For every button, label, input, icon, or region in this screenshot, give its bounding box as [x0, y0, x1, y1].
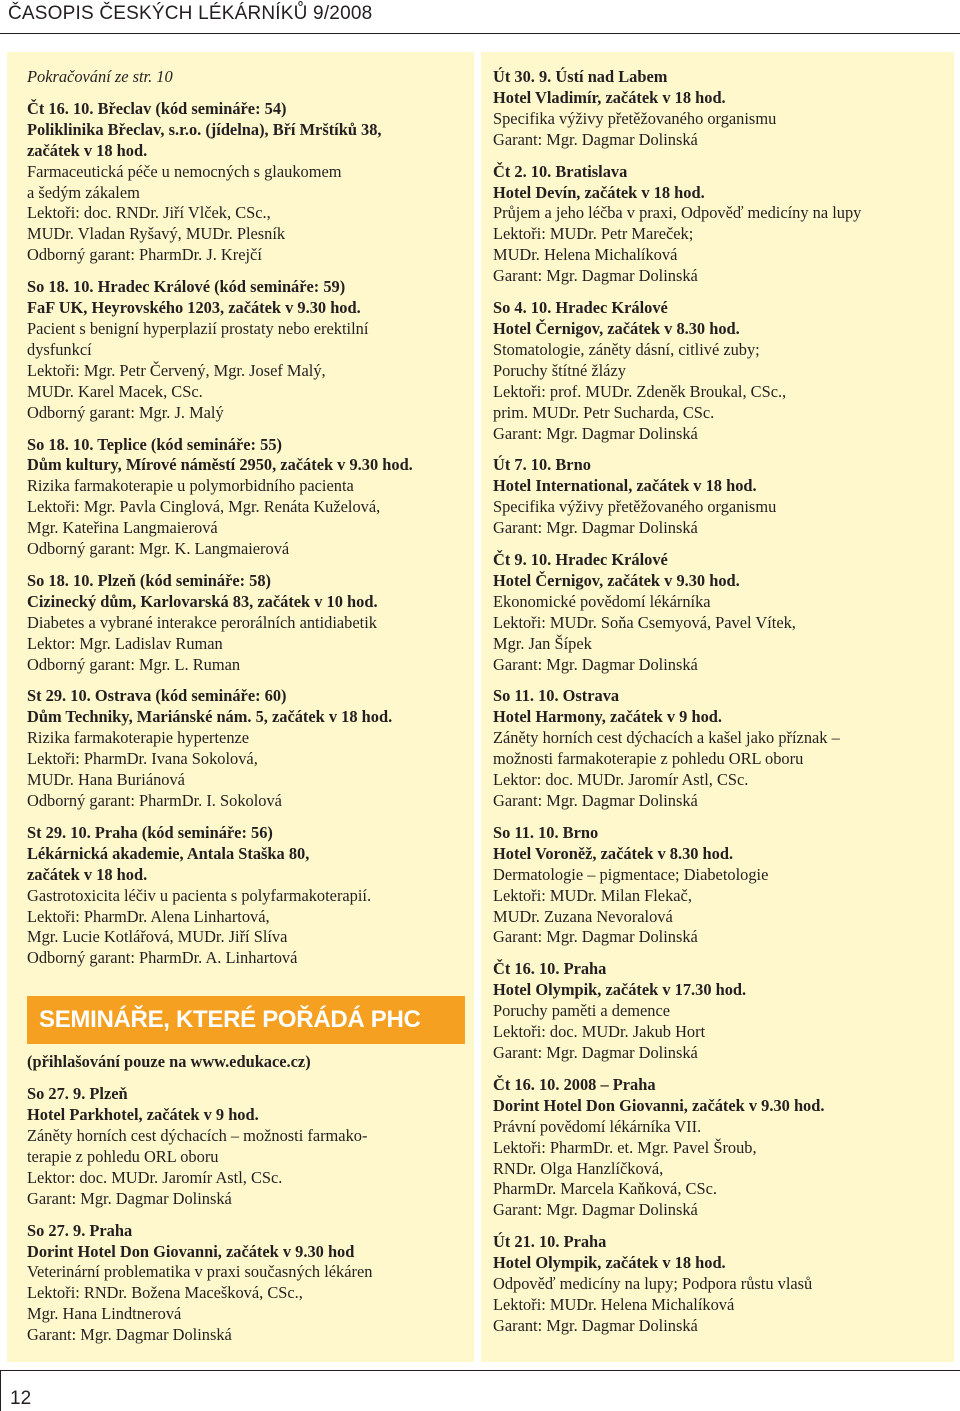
seminar-detail-line: Průjem a jeho léčba v praxi, Odpověď medicíny na lupy — [493, 203, 862, 223]
seminar-detail-line: Záněty horních cest dýchacích a kašel jako příznak – — [493, 728, 840, 748]
seminar-detail-line: Specifika výživy přetěžovaného organismu — [493, 497, 777, 517]
seminar-detail-line: Lektoři: doc. RNDr. Jiří Vlček, CSc., — [27, 203, 271, 223]
page-header — [0, 0, 960, 48]
seminar-detail-line: Garant: Mgr. Dagmar Dolinská — [493, 927, 698, 947]
seminar-detail-line: Poruchy paměti a demence — [493, 1001, 671, 1021]
seminar-entry — [493, 959, 953, 1064]
seminar-detail-line: Garant: Mgr. Dagmar Dolinská — [493, 266, 698, 286]
seminar-venue: Hotel Černigov, začátek v 8.30 hod. — [493, 318, 740, 338]
seminar-entry — [27, 571, 472, 676]
seminar-entry — [27, 435, 472, 560]
seminar-venue: FaF UK, Heyrovského 1203, začátek v 9.30 hod. — [27, 298, 361, 318]
seminar-date-city: So 18. 10. Teplice (kód semináře: 55) — [27, 434, 282, 454]
seminar-date-city: Čt 16. 10. Břeclav (kód semináře: 54) — [27, 98, 287, 118]
phc-seminar-list — [27, 1084, 472, 1346]
seminar-detail-line: Poruchy štítné žlázy — [493, 360, 626, 380]
seminar-entry — [493, 455, 953, 539]
seminar-detail-line: Rizika farmakoterapie u polymorbidního pacienta — [27, 476, 354, 496]
seminar-entry — [493, 550, 953, 675]
right-column — [493, 67, 953, 1348]
seminar-detail-line: Veterinární problematika v praxi současných lékáren — [27, 1262, 373, 1282]
seminar-detail-line: Farmaceutická péče u nemocných s glaukomem — [27, 161, 342, 181]
seminar-detail-line: MUDr. Vladan Ryšavý, MUDr. Plesník — [27, 224, 286, 244]
seminar-venue: Cizinecký dům, Karlovarská 83, začátek v 10 hod. — [27, 591, 378, 611]
seminar-detail-line: a šedým zákalem — [27, 182, 140, 202]
seminar-entry — [27, 686, 472, 811]
seminar-entry — [493, 298, 953, 444]
seminar-date-city: So 18. 10. Plzeň (kód semináře: 58) — [27, 570, 272, 590]
seminar-venue: Hotel Olympik, začátek v 18 hod. — [493, 1253, 726, 1273]
seminar-venue: Hotel Voroněž, začátek v 8.30 hod. — [493, 843, 734, 863]
seminar-detail-line: Garant: Mgr. Dagmar Dolinská — [493, 1315, 698, 1335]
registration-note: (přihlašování pouze na www.edukace.cz) — [27, 1052, 311, 1072]
seminar-detail-line: Garant: Mgr. Dagmar Dolinská — [493, 654, 698, 674]
seminar-detail-line: MUDr. Karel Macek, CSc. — [27, 381, 203, 401]
phc-section-banner: SEMINÁŘE, KTERÉ POŘÁDÁ PHC — [27, 996, 465, 1044]
seminar-detail-line: Odborný garant: Mgr. K. Langmaierová — [27, 539, 290, 559]
seminar-detail-line: Garant: Mgr. Dagmar Dolinská — [493, 791, 698, 810]
seminar-detail-line: Stomatologie, záněty dásní, citlivé zuby; — [493, 339, 760, 359]
seminar-detail-line: Garant: Mgr. Dagmar Dolinská — [27, 1325, 232, 1345]
seminar-venue: začátek v 18 hod. — [27, 864, 148, 884]
left-seminar-list — [27, 99, 472, 969]
seminar-detail-line: Lektoři: MUDr. Helena Michalíková — [493, 1294, 735, 1314]
seminar-detail-line: dysfunkcí — [27, 339, 92, 359]
seminar-detail-line: Garant: Mgr. Dagmar Dolinská — [493, 1042, 698, 1062]
seminar-detail-line: Lektoři: RNDr. Božena Macešková, CSc., — [27, 1283, 303, 1303]
seminar-detail-line: Odborný garant: Mgr. J. Malý — [27, 402, 224, 422]
seminar-venue: Dorint Hotel Don Giovanni, začátek v 9.30 hod. — [493, 1095, 825, 1115]
seminar-detail-line: Odborný garant: Mgr. L. Ruman — [27, 654, 241, 674]
left-column — [27, 67, 472, 1357]
seminar-detail-line: MUDr. Zuzana Nevoralová — [493, 906, 673, 926]
seminar-detail-line: Garant: Mgr. Dagmar Dolinská — [493, 129, 698, 149]
seminar-venue: začátek v 18 hod. — [27, 140, 148, 160]
footer-rule-vertical — [0, 1370, 1, 1411]
seminar-detail-line: Záněty horních cest dýchacích – možnosti farmako- — [27, 1125, 368, 1145]
seminar-detail-line: Lektoři: MUDr. Petr Mareček; — [493, 224, 694, 244]
seminar-detail-line: Lektoři: MUDr. Soňa Csemyová, Pavel Vítek, — [493, 612, 796, 632]
seminar-detail-line: Diabetes a vybrané interakce perorálních antidiabetik — [27, 612, 377, 632]
seminar-detail-line: Lektoři: Mgr. Petr Červený, Mgr. Josef Malý, — [27, 360, 326, 380]
seminar-entry — [493, 162, 953, 287]
seminar-venue: Hotel Černigov, začátek v 9.30 hod. — [493, 570, 740, 590]
seminar-date-city: St 29. 10. Praha (kód semináře: 56) — [27, 822, 273, 842]
seminar-entry — [27, 277, 472, 423]
footer-rule — [0, 1370, 960, 1371]
seminar-venue: Hotel Harmony, začátek v 9 hod. — [493, 707, 722, 727]
page-number: 12 — [10, 1388, 32, 1409]
seminar-venue: Hotel Olympik, začátek v 17.30 hod. — [493, 980, 747, 1000]
seminar-detail-line: Lektoři: PharmDr. Ivana Sokolová, — [27, 749, 258, 769]
seminar-detail-line: Garant: Mgr. Dagmar Dolinská — [493, 518, 698, 538]
seminar-detail-line: Lektor: Mgr. Ladislav Ruman — [27, 633, 223, 653]
seminar-detail-line: Lektoři: PharmDr. et. Mgr. Pavel Šroub, — [493, 1137, 757, 1157]
seminar-venue: Dům kultury, Mírové náměstí 2950, začátek v 9.30 hod. — [27, 455, 413, 475]
seminar-venue: Hotel Parkhotel, začátek v 9 hod. — [27, 1105, 259, 1125]
seminar-detail-line: RNDr. Olga Hanzlíčková, — [493, 1158, 664, 1178]
seminar-date-city: So 11. 10. Ostrava — [493, 686, 620, 706]
seminar-detail-line: Odborný garant: PharmDr. A. Linhartová — [27, 948, 298, 968]
seminar-detail-line: Garant: Mgr. Dagmar Dolinská — [27, 1188, 232, 1208]
seminar-detail-line: Právní povědomí lékárníka VII. — [493, 1116, 702, 1136]
seminar-venue: Hotel International, začátek v 18 hod. — [493, 476, 757, 496]
header-rule — [0, 33, 960, 34]
seminar-venue: Hotel Devín, začátek v 18 hod. — [493, 182, 705, 202]
seminar-detail-line: Garant: Mgr. Dagmar Dolinská — [493, 1200, 698, 1220]
seminar-detail-line: Dermatologie – pigmentace; Diabetologie — [493, 864, 769, 884]
seminar-detail-line: možnosti farmakoterapie z pohledu ORL oboru — [493, 749, 804, 769]
seminar-detail-line: MUDr. Helena Michalíková — [493, 245, 678, 265]
journal-title: ČASOPIS ČESKÝCH LÉKÁRNÍKŮ 9/2008 — [8, 3, 373, 24]
seminar-date-city: Čt 16. 10. Praha — [493, 959, 607, 979]
seminar-detail-line: Lektoři: prof. MUDr. Zdeněk Broukal, CSc., — [493, 381, 787, 401]
seminar-detail-line: Mgr. Kateřina Langmaierová — [27, 518, 218, 538]
seminar-detail-line: Lektor: doc. MUDr. Jaromír Astl, CSc. — [27, 1167, 283, 1187]
right-seminar-list — [493, 67, 953, 1337]
seminar-date-city: So 4. 10. Hradec Králové — [493, 298, 668, 318]
seminar-detail-line: Lektoři: PharmDr. Alena Linhartová, — [27, 906, 270, 926]
seminar-detail-line: Ekonomické povědomí lékárníka — [493, 591, 711, 611]
seminar-date-city: Út 21. 10. Praha — [493, 1232, 607, 1252]
seminar-detail-line: Lektoři: Mgr. Pavla Cinglová, Mgr. Renáta Kuželová, — [27, 497, 381, 517]
seminar-detail-line: terapie z pohledu ORL oboru — [27, 1146, 219, 1166]
seminar-entry — [27, 1084, 472, 1209]
seminar-entry — [493, 686, 953, 811]
seminar-entry — [493, 823, 953, 948]
seminar-detail-line: Lektor: doc. MUDr. Jaromír Astl, CSc. — [493, 770, 749, 790]
seminar-date-city: So 27. 9. Praha — [27, 1220, 133, 1240]
seminar-date-city: Čt 16. 10. 2008 – Praha — [493, 1074, 656, 1094]
seminar-detail-line: Odpověď medicíny na lupy; Podpora růstu vlasů — [493, 1274, 813, 1294]
seminar-detail-line: Mgr. Hana Lindtnerová — [27, 1304, 182, 1324]
continuation-note: Pokračování ze str. 10 — [27, 67, 173, 86]
seminar-detail-line: Lektoři: MUDr. Milan Flekač, — [493, 885, 692, 905]
seminar-entry — [493, 1232, 953, 1337]
seminar-venue: Poliklinika Břeclav, s.r.o. (jídelna), Bří Mrštíků 38, — [27, 119, 382, 139]
seminar-venue: Hotel Vladimír, začátek v 18 hod. — [493, 87, 726, 107]
seminar-venue: Lékárnická akademie, Antala Staška 80, — [27, 843, 310, 863]
seminar-detail-line: Garant: Mgr. Dagmar Dolinská — [493, 423, 698, 443]
seminar-date-city: So 11. 10. Brno — [493, 822, 599, 842]
seminar-date-city: St 29. 10. Ostrava (kód semináře: 60) — [27, 686, 287, 706]
seminar-date-city: Út 30. 9. Ústí nad Labem — [493, 67, 668, 86]
seminar-date-city: Čt 2. 10. Bratislava — [493, 161, 628, 181]
seminar-detail-line: PharmDr. Marcela Kaňková, CSc. — [493, 1179, 717, 1199]
seminar-date-city: So 18. 10. Hradec Králové (kód semináře: 59) — [27, 277, 346, 297]
seminar-venue: Dům Techniky, Mariánské nám. 5, začátek v 18 hod. — [27, 707, 393, 727]
seminar-entry — [493, 67, 953, 151]
seminar-detail-line: Mgr. Lucie Kotlářová, MUDr. Jiří Slíva — [27, 927, 288, 947]
seminar-detail-line: Odborný garant: PharmDr. I. Sokolová — [27, 791, 282, 810]
seminar-entry — [27, 823, 472, 969]
seminar-detail-line: Lektoři: doc. MUDr. Jakub Hort — [493, 1022, 706, 1042]
seminar-detail-line: Rizika farmakoterapie hypertenze — [27, 728, 250, 748]
seminar-venue: Dorint Hotel Don Giovanni, začátek v 9.30 hod — [27, 1241, 355, 1261]
seminar-detail-line: prim. MUDr. Petr Sucharda, CSc. — [493, 402, 715, 422]
seminar-detail-line: Pacient s benigní hyperplazií prostaty nebo erektilní — [27, 318, 369, 338]
seminar-detail-line: Mgr. Jan Šípek — [493, 633, 592, 653]
seminar-date-city: Čt 9. 10. Hradec Králové — [493, 550, 668, 570]
seminar-entry — [493, 1075, 953, 1221]
seminar-entry — [27, 99, 472, 266]
seminar-detail-line: Specifika výživy přetěžovaného organismu — [493, 108, 777, 128]
seminar-detail-line: MUDr. Hana Buriánová — [27, 770, 185, 790]
seminar-entry — [27, 1221, 472, 1346]
seminar-date-city: So 27. 9. Plzeň — [27, 1084, 128, 1104]
seminar-date-city: Út 7. 10. Brno — [493, 455, 591, 475]
seminar-detail-line: Odborný garant: PharmDr. J. Krejčí — [27, 245, 262, 265]
seminar-detail-line: Gastrotoxicita léčiv u pacienta s polyfarmakoterapií. — [27, 885, 372, 905]
